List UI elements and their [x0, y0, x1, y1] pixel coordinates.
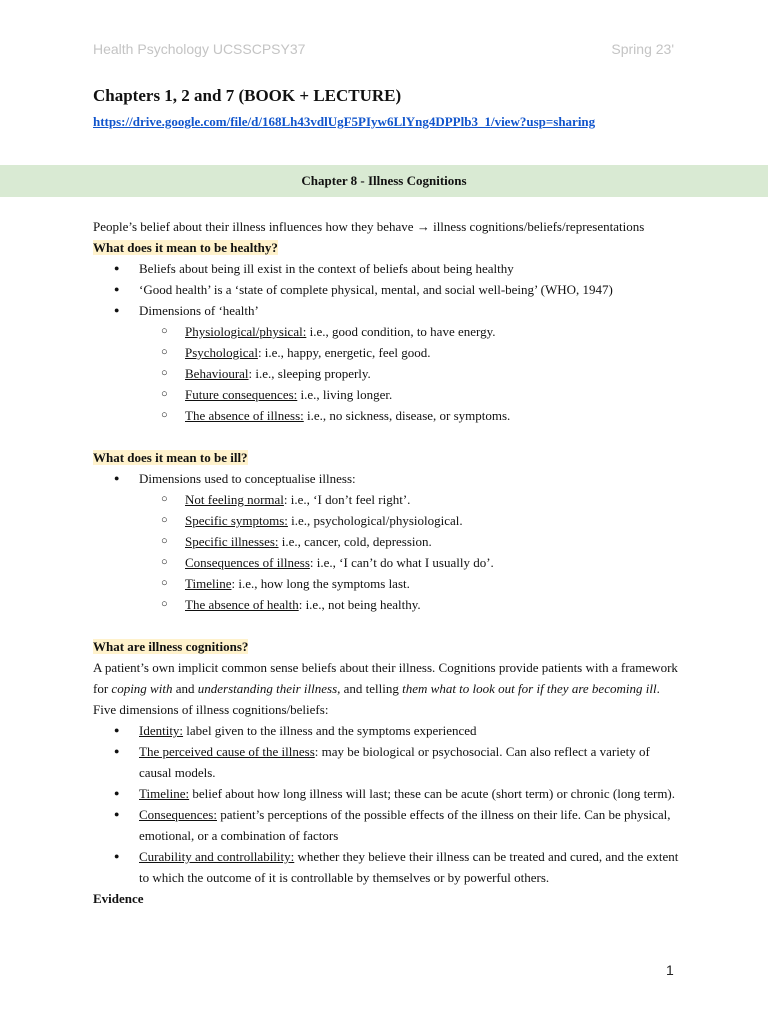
page-title: Chapters 1, 2 and 7 (BOOK + LECTURE) [93, 86, 402, 105]
list-item [185, 552, 683, 573]
term: Consequences: [139, 807, 217, 822]
term-description: whether they believe their illness can be treated and cured, and the extent to which the outcome of it is controllable by themselves or by powerful others. [139, 849, 679, 885]
term-description: belief about how long illness will last; these can be acute (short term) or chronic (long term). [189, 786, 676, 801]
paragraph-text: . [656, 681, 660, 696]
term-description: : i.e., ‘I can’t do what I usually do’. [309, 555, 494, 570]
term: Not feeling normal [185, 492, 284, 507]
term: Physiological/physical: [185, 324, 307, 339]
list-item [139, 846, 683, 888]
term-description: patient’s perceptions of the possible effects of the illness on their life. Can be physical, emotional, or a combination of factors [139, 807, 671, 843]
list-item [185, 489, 683, 510]
term: The absence of health [185, 597, 299, 612]
page-number: 1 [666, 962, 674, 978]
list-item [185, 531, 683, 552]
term-description: : i.e., sleeping properly. [248, 366, 371, 381]
cognitions-heading [93, 636, 683, 657]
term-description: : i.e., happy, energetic, feel good. [257, 345, 431, 360]
cognitions-heading-text: What are illness cognitions? [93, 639, 249, 654]
term: Behavioural [185, 366, 249, 381]
term: The absence of illness: [185, 408, 304, 423]
term: The perceived cause of the illness [139, 744, 315, 759]
list-item [139, 804, 683, 846]
term-description: : i.e., how long the symptoms last. [231, 576, 410, 591]
list-item: ● ‘Good health’ is a ‘state of complete physical, mental, and social well-being’ (WHO, 1947) [139, 279, 683, 300]
healthy-heading [93, 237, 683, 258]
ill-bullet-list [93, 468, 683, 615]
five-dimensions-line: Five dimensions of illness cognitions/beliefs: [93, 702, 329, 717]
list-item [139, 300, 683, 426]
list-item [185, 594, 683, 615]
ill-heading [93, 447, 683, 468]
term: Consequences of illness [185, 555, 310, 570]
spacer [93, 426, 683, 447]
term: Specific illnesses: [185, 534, 279, 549]
list-item [185, 405, 683, 426]
list-item [139, 741, 683, 783]
list-item [185, 573, 683, 594]
term: Psychological [185, 345, 258, 360]
health-dimensions-list [139, 321, 683, 426]
term-description: i.e., psychological/physiological. [287, 513, 463, 528]
term-description: : i.e., ‘I don’t feel right’. [283, 492, 411, 507]
healthy-bullet-list [93, 258, 683, 426]
drive-link[interactable]: https://drive.google.com/file/d/168Lh43vdlUgF5PIyw6LlYng4DPPlb3_1/view?usp=sharing [93, 114, 596, 129]
list-item-text: Dimensions of ‘health’ [139, 303, 259, 318]
spacer [93, 615, 683, 636]
healthy-heading-text: What does it mean to be healthy? [93, 240, 278, 255]
cognitions-paragraph [93, 657, 683, 699]
cognition-dimensions-list [93, 720, 683, 888]
term-description: i.e., no sickness, disease, or symptoms. [303, 408, 511, 423]
emphasis-text: them what to look out for if they are becoming ill [402, 681, 657, 696]
chapter-heading: Chapter 8 - Illness Cognitions [301, 173, 467, 188]
term: Timeline: [139, 786, 190, 801]
list-item [185, 342, 683, 363]
paragraph-text: A patient’s own implicit common sense beliefs about their illness. Cognitions provide patients with a framework for [93, 660, 678, 696]
header-term: Spring 23' [611, 41, 674, 57]
term: Specific symptoms: [185, 513, 288, 528]
document-body [93, 216, 683, 909]
list-item [185, 321, 683, 342]
header-course-title: Health Psychology UCSSCPSY37 [93, 41, 306, 57]
list-item [139, 720, 683, 741]
term-description: i.e., living longer. [297, 387, 393, 402]
term-description: label given to the illness and the symptoms experienced [183, 723, 477, 738]
list-item [185, 384, 683, 405]
term-description: i.e., good condition, to have energy. [306, 324, 496, 339]
term-description: : may be biological or psychosocial. Can also reflect a variety of causal models. [139, 744, 650, 780]
paragraph-text: , and telling [337, 681, 403, 696]
list-item: ● Beliefs about being ill exist in the context of beliefs about being healthy [139, 258, 683, 279]
term: Curability and controllability: [139, 849, 295, 864]
term: Identity: [139, 723, 184, 738]
list-item [185, 510, 683, 531]
term: Future consequences: [185, 387, 298, 402]
term-description: i.e., cancer, cold, depression. [278, 534, 432, 549]
list-item [139, 468, 683, 615]
list-item [139, 783, 683, 804]
paragraph-text: and [172, 681, 198, 696]
ill-heading-text: What does it mean to be ill? [93, 450, 248, 465]
evidence-heading-text: Evidence [93, 891, 144, 906]
evidence-heading [93, 888, 683, 909]
emphasis-text: coping with [111, 681, 173, 696]
intro-paragraph: People’s belief about their illness influences how they behave → illness cognitions/beliefs/representations [93, 219, 645, 234]
emphasis-text: understanding their illness [197, 681, 338, 696]
list-item-text: Dimensions used to conceptualise illness: [139, 471, 356, 486]
illness-dimensions-list [139, 489, 683, 615]
term-description: : i.e., not being healthy. [298, 597, 421, 612]
list-item [185, 363, 683, 384]
term: Timeline [185, 576, 232, 591]
